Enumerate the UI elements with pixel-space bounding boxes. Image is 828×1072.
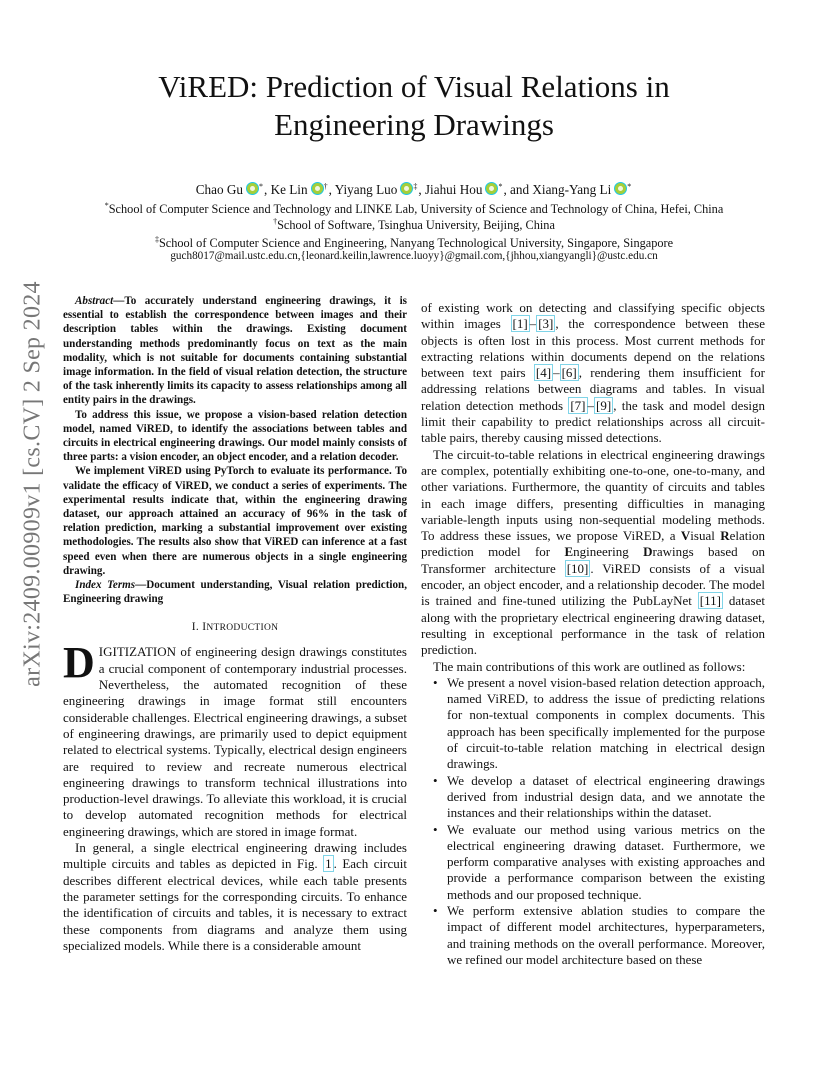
text-run: In general, a single electrical engineering drawing includes multiple circuits and tables as depicted in Fig. [63,840,407,872]
text-run: , the correspondence between these objects is often lost in this process. Most current methods for extracting relations within documents depend on the relations between text pairs [421,316,765,381]
text-run: elation prediction model for [421,528,765,560]
text-run: – [529,316,537,332]
text-run: rawings based on Transformer architecture [421,544,765,576]
contributions-list [421,675,765,968]
orcid-icon[interactable] [614,182,627,195]
intro-first-word: IGITIZATION [98,644,177,660]
text-run: – [553,365,560,381]
author-separator: , [418,182,425,197]
author-mark: * [627,182,632,191]
list-item: • We develop a dataset of electrical engineering drawings derived from industrial design data, and we annotate the instances and their relationships within the dataset. [421,773,765,822]
abstract-paragraph-3: We implement ViRED using PyTorch to evaluate its performance. To validate the efficacy of ViRED, we conduct a series of experiments. The experimental results indicate that, within the engineering drawing dataset, our approach attained an accuracy of 96% in the task of relation prediction, marking a substantial improvement over existing methodologies. The results also show that ViRED can inference at a fast speed even when there are numerous objects in a single engineering drawing. [63,465,407,577]
abstract-paragraph-1: —To accurately understand engineering drawings, it is essential to establish the correspondence between images and their description tables within the drawings. Existing document understanding methods predominantly focus on text as the main modality, which is not suitable for documents containing substantial image information. In the field of visual relation detection, the structure of the task inherently limits its capacity to assess relationships among all entity pairs in the drawings. [63,295,407,407]
title-line-1: ViRED: Prediction of Visual Relations in [158,69,670,104]
text-run: , the task and model design limit their capability to predict relationships across all circuit-table pairs, thereby causing missed detections. [421,397,766,446]
citation-link[interactable]: [6] [561,365,577,381]
text-run: dataset along with the proprietary electrical engineering drawing dataset, resulting in exceptional performance in the task of relation prediction. [421,593,765,658]
orcid-icon[interactable] [485,182,498,195]
text-run: . ViRED consists of a visual encoder, an object encoder, and a relationship decoder. The model is trained and fine-tuned utilizing the PubLayNet [421,560,765,609]
introduction-body [63,638,407,954]
citation-link[interactable]: [11] [699,593,721,609]
citation-link[interactable]: [1] [512,316,528,332]
affiliation-text: School of Computer Science and Technology and LINKE Lab, University of Science and Technology of China, Hefei, China [108,202,724,216]
index-terms-label: Index Terms [75,579,136,592]
author-separator: , [263,182,271,197]
abstract-paragraph-2: To address this issue, we propose a vision-based relation detection model, named ViRED, to identify the associations between tables and circuits in electrical engineering drawings. Our model mainly consists of three parts: a vision encoder, an object encoder, and a relation decoder. [63,408,407,464]
right-column [421,300,765,968]
intro-paragraph-2 [63,840,407,954]
author-name: Jiahui Hou [424,182,483,197]
intro-paragraph-1-text: of engineering design drawings constitutes a crucial component of contemporary industrial processes. Nevertheless, the automated recognition of these engineering drawings in image format still encounters considerable challenges. Electrical engineering drawings, a subset of engineering drawings, are primarily used to depict equipment related to electrical systems. Typically, electrical design engineers are required to review and recreate numerous electrical engineering drawings to transform technical illustrations into production-level drawings. To alleviate this workload, it is crucial to develop automated recognition methods for electrical engineering drawings, which are stored in image format. [63,644,407,839]
arxiv-side-identifier [18,281,48,687]
text-run: – [587,397,595,413]
list-item: • We perform extensive ablation studies to compare the impact of different model architectures, hyperparameters, and training methods on the overall performance. Moreover, we refined our model architecture based on these [421,903,765,968]
author-mark: † [323,182,328,191]
right-paragraph-1 [421,300,765,447]
right-paragraph-2 [421,447,765,659]
affiliation-mark: † [273,217,278,226]
list-item: • We evaluate our method using various metrics on the electrical engineering drawing dataset. Furthermore, we perform comparative analyses with existing approaches and provide a performance comparison between the existing methods and our proposed technique. [421,822,765,903]
acronym-letter: E [564,544,574,560]
section-number: I. [191,621,203,634]
drop-cap: D [63,638,95,688]
text-run: isual [690,528,721,544]
text-run: The circuit-to-table relations in electrical engineering drawings are complex, potentially exhibiting one-to-one, one-to-many, and other variations. Furthermore, the quantity of circuits and tables in each image differs, presenting difficulties in managing variable-length inputs using non-sequential modeling methods. To address these issues, we propose ViRED, a [421,446,765,544]
acronym-letter: R [720,528,730,544]
author-name: Yiyang Luo [334,182,398,197]
abstract [63,294,407,606]
author-mark: * [498,182,503,191]
text-run: , rendering them insufficient for addressing relations between diagrams and tables. In visual relation detection methods [421,365,765,413]
paper-title [100,68,728,144]
figure-link[interactable]: 1 [325,856,332,872]
acronym-letter: V [680,528,691,544]
citation-link[interactable]: [9] [596,397,612,413]
author-name: Xiang-Yang Li [532,182,612,197]
right-paragraph-3: The main contributions of this work are outlined as follows: [433,658,746,674]
author-separator: , [328,182,335,197]
right-column-body [421,300,765,968]
abstract-label: Abstract [75,295,114,307]
section-heading [63,619,407,636]
list-item: • We present a novel vision-based relation detection approach, named ViRED, to address the issue of predicting relations for non-textual components in complex documents. This approach has been specifically implemented for the purpose of circuit-to-table relation matching in electrical design drawings. [421,675,765,773]
author-name: Chao Gu [195,182,243,197]
affiliation-mark: ‡ [154,235,159,244]
acronym-letter: D [643,544,653,560]
index-terms-text: —Document understanding, Visual relation prediction, Engineering drawing [63,579,407,606]
citation-link[interactable]: [4] [535,365,552,381]
affiliation-mark: * [104,201,109,210]
affiliation-text: School of Computer Science and Engineering, Nanyang Technological University, Singapore, Singapore [158,236,674,250]
citation-link[interactable]: [7] [570,397,586,413]
citation-link[interactable]: [10] [566,560,589,576]
left-column [63,294,407,954]
affiliation-text: School of Software, Tsinghua University, Beijing, China [277,218,555,232]
orcid-icon[interactable] [246,182,259,195]
orcid-icon[interactable] [400,182,413,195]
author-separator: , and [503,182,533,197]
title-line-2: Engineering Drawings [274,107,554,142]
arxiv-id-text: arXiv:2409.00909v1 [cs.CV] 2 Sep 2024 [19,281,46,687]
orcid-icon[interactable] [311,182,324,195]
author-name: Ke Lin [270,182,308,197]
author-mark: ‡ [413,182,418,191]
section-initial: I [202,621,207,634]
text-run: . Each circuit describes different electrical devices, while each table presents the parameter settings for the corresponding circuits. To enhance the identification of circuits and tables, it is necessary to extract these components from diagrams and analyze them using specialized models. While there is a considerable amount [63,856,407,953]
intro-paragraph-1 [63,638,407,840]
section-title-rest: NTRODUCTION [206,623,279,634]
text-run: ngineering [573,544,644,560]
affiliation-2 [40,214,788,233]
author-emails[interactable]: guch8017@mail.ustc.edu.cn,{leonard.keilin,lawrence.luoyy}@gmail.com,{jhhou,xiangyangli}@ustc.edu.cn [170,250,658,262]
text-run: of existing work on detecting and classifying specific objects within images [421,300,765,332]
author-list [60,178,768,199]
citation-link[interactable]: [3] [538,316,554,332]
author-mark: * [258,182,263,191]
